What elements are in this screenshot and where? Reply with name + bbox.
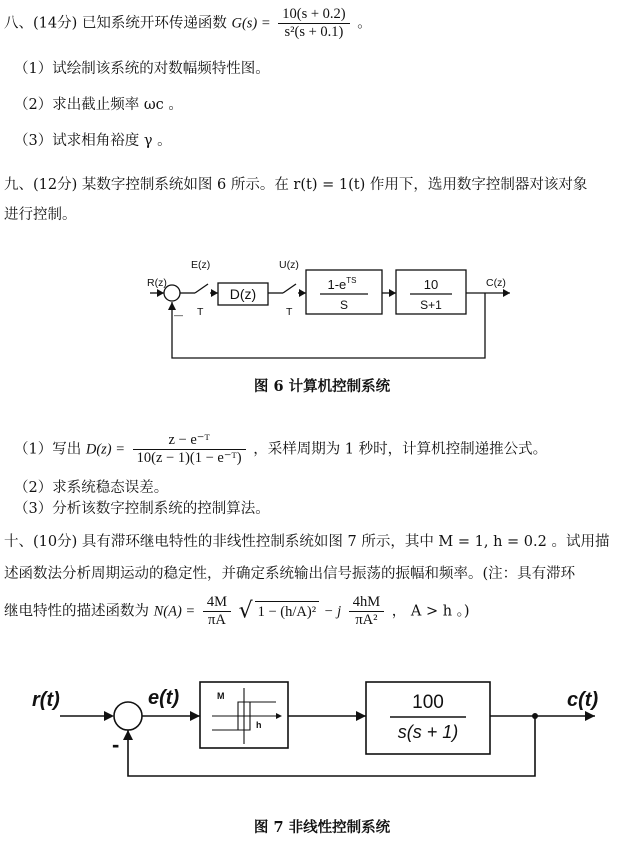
fig7-arrow-feedback xyxy=(123,730,133,740)
fig7-plant-numerator: 100 xyxy=(412,692,444,713)
q10-frac-2-den: πA² xyxy=(355,612,378,628)
fig6-arrow-to-zoh xyxy=(299,289,306,297)
q8-item-1: （1）试绘制该系统的对数幅频特性图。 xyxy=(14,61,270,77)
q10-sqrt-body: 1 − (h/A)² xyxy=(255,601,319,622)
fig7-label-h: h xyxy=(256,720,262,730)
fig7-label-e: e(t) xyxy=(148,687,180,709)
fig6-label-c: C(z) xyxy=(486,277,506,289)
q10-frac-1 xyxy=(203,594,231,629)
q10-frac-1-num: 4M xyxy=(203,594,231,612)
q8-stem xyxy=(4,6,372,41)
fig6-label-t1: T xyxy=(197,306,204,318)
fig7-takeoff-dot xyxy=(532,713,538,719)
q9-stem-line-2: 进行控制。 xyxy=(4,207,77,223)
fig6-label-e: E(z) xyxy=(191,259,211,271)
figure-6-block-diagram xyxy=(0,252,644,367)
figure-6-caption: 图 6 计算机控制系统 xyxy=(253,378,391,395)
fig7-summing-junction xyxy=(114,702,142,730)
fig7-plant-denominator: s(s + 1) xyxy=(397,722,459,742)
fig7-arrow-to-plant xyxy=(356,711,366,721)
fig6-sampler-2 xyxy=(283,284,296,293)
fig7-feedback-path xyxy=(128,716,535,776)
q10-frac-2-num: 4hM xyxy=(349,594,384,612)
q10-minus-j: − j xyxy=(323,603,342,620)
fig6-label-t2: T xyxy=(286,306,293,318)
fig6-plant-denominator: S+1 xyxy=(420,298,442,312)
fig6-sampler-1 xyxy=(195,284,208,293)
q8-stem-prefix: 八、(14分) 已知系统开环传递函数 xyxy=(4,15,227,32)
q10-condition: ， A > h 。) xyxy=(391,603,470,620)
fig6-label-minus: — xyxy=(174,310,183,320)
fig7-arrow-to-sum xyxy=(104,711,114,721)
fig7-arrow-to-nonlinear xyxy=(190,711,200,721)
figure-7-block-diagram xyxy=(0,672,644,800)
fig6-zoh-denominator: S xyxy=(339,298,349,312)
q9-item-1-suffix: ，采样周期为 1 秒时，计算机控制递推公式。 xyxy=(253,441,548,458)
q9-d-denominator: 10(z − 1)(1 − e⁻ᵀ) xyxy=(136,450,242,466)
q8-item-3: （3）试求相角裕度 γ 。 xyxy=(14,133,172,149)
q9-item-1 xyxy=(14,432,547,467)
q8-g-fraction xyxy=(278,6,349,41)
fig7-label-c: c(t) xyxy=(567,689,599,711)
fig6-arrow-to-d xyxy=(211,289,218,297)
fig6-zoh-num-base: 1-e xyxy=(327,277,347,292)
q9-item-3: （3）分析该数字控制系统的控制算法。 xyxy=(14,501,270,517)
q10-stem-line-3 xyxy=(4,594,470,629)
fig6-arrow-feedback xyxy=(168,302,176,310)
q8-g-label: G(s) = xyxy=(231,15,271,32)
fig7-label-minus: - xyxy=(112,732,120,757)
fig6-zoh-numerator xyxy=(327,276,356,292)
fig6-arrow-to-plant xyxy=(389,289,396,297)
q10-n-label: N(A) = xyxy=(153,603,196,620)
q9-item-2: （2）求系统稳态误差。 xyxy=(14,480,169,496)
q8-g-numerator: 10(s + 0.2) xyxy=(278,6,349,24)
q10-frac-2 xyxy=(349,594,384,629)
fig6-label-r: R(z) xyxy=(147,277,167,289)
fig6-label-u: U(z) xyxy=(279,259,299,271)
figure-7-caption: 图 7 非线性控制系统 xyxy=(253,819,391,836)
q10-stem-line-2: 述函数法分析周期运动的稳定性，并确定系统输出信号振荡的振幅和频率。(注：具有滞环 xyxy=(4,566,576,582)
fig7-arrow-output xyxy=(585,711,595,721)
q9-stem-line-1: 九、(12分) 某数字控制系统如图 6 所示。在 r(t) = 1(t) 作用下，选用数字控制器对该对象 xyxy=(4,177,588,193)
q9-item-1-prefix: （1）写出 xyxy=(14,441,82,458)
q8-g-denominator: s²(s + 0.1) xyxy=(284,24,344,40)
fig6-plant-numerator: 10 xyxy=(423,277,439,292)
fig7-label-m: M xyxy=(217,691,225,701)
q9-d-fraction xyxy=(133,432,246,467)
q10-stem-line-1: 十、(10分) 具有滞环继电特性的非线性控制系统如图 7 所示，其中 M = 1, h = 0.2 。试用描 xyxy=(4,534,610,550)
fig6-d-label: D(z) xyxy=(229,286,257,302)
fig7-arrow-relay-axis xyxy=(276,713,282,719)
fig6-zoh-num-exp: TS xyxy=(346,276,357,285)
q10-stem-line-3-prefix: 继电特性的描述函数为 xyxy=(4,603,149,620)
fig7-label-r: r(t) xyxy=(32,689,60,711)
q10-frac-1-den: πA xyxy=(208,612,226,628)
fig6-arrow-output xyxy=(503,289,510,297)
q9-d-numerator: z − e⁻ᵀ xyxy=(133,432,246,450)
sqrt-icon: √ xyxy=(238,598,253,624)
fig6-arrow-to-sum xyxy=(157,289,164,297)
q9-d-label: D(z) = xyxy=(85,441,126,458)
q8-item-2: （2）求出截止频率 ωc 。 xyxy=(14,97,183,113)
q8-stem-suffix: 。 xyxy=(357,15,372,32)
